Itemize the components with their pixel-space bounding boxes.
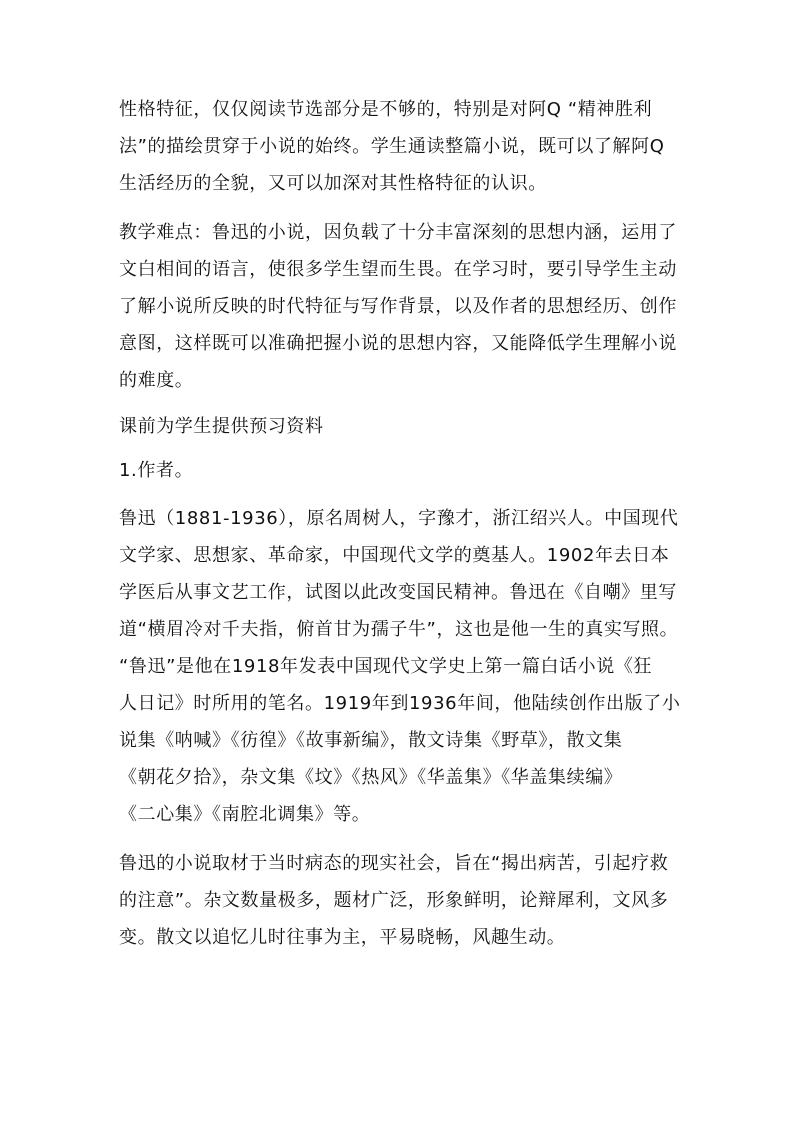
text-line: 变。散文以追忆儿时往事为主，平易晓畅，风趣生动。 [119,927,566,948]
text-line: 鲁迅（1881-1936），原名周树人，字豫才，浙江绍兴人。中国现代 [119,508,679,529]
text-line: 课前为学生提供预习资料 [119,416,324,437]
text-line: “鲁迅”是他在1918年发表中国现代文学史上第一篇白话小说《狂 [119,656,653,677]
text-line: 的注意”。杂文数量极多，题材广泛，形象鲜明，论辩犀利，文风多 [119,890,669,911]
text-line: 《朝花夕拾》，杂文集《坟》《热风》《华盖集》《华盖集续编》 [119,767,623,788]
text-line: 意图，这样既可以准确把握小说的思想内容，又能降低学生理解小说 [119,333,677,354]
text-line: 文白相间的语言，使很多学生望而生畏。在学习时，要引导学生主动 [119,259,677,280]
text-line: 道“横眉冷对千夫指，俯首甘为孺子牛”，这也是他一生的真实写照。 [119,619,679,640]
text-line: 生活经历的全貌，又可以加深对其性格特征的认识。 [119,173,547,194]
text-line: 法”的描绘贯穿于小说的始终。学生通读整篇小说，既可以了解阿Q [119,136,665,157]
text-line: 学医后从事文艺工作，试图以此改变国民精神。鲁迅在《自嘲》里写 [119,582,677,603]
text-line: 1.作者。 [119,460,194,481]
text-line: 鲁迅的小说取材于当时病态的现实社会，旨在“揭出病苦，引起疗救 [119,853,669,874]
text-line: 人日记》时所用的笔名。1919年到1936年间，他陆续创作出版了小 [119,693,681,714]
text-line: 性格特征，仅仅阅读节选部分是不够的，特别是对阿Q “精神胜利 [119,99,653,120]
text-line: 文学家、思想家、革命家，中国现代文学的奠基人。1902年去日本 [119,545,670,566]
text-line: 说集《呐喊》《彷徨》《故事新编》，散文诗集《野草》，散文集 [119,730,623,751]
text-line: 《二心集》《南腔北调集》等。 [119,804,371,825]
text-line: 了解小说所反映的时代特征与写作背景，以及作者的思想经历、创作 [119,296,677,317]
text-line: 的难度。 [119,370,194,391]
text-line: 教学难点：鲁迅的小说，因负载了十分丰富深刻的思想内涵，运用了 [119,222,677,243]
